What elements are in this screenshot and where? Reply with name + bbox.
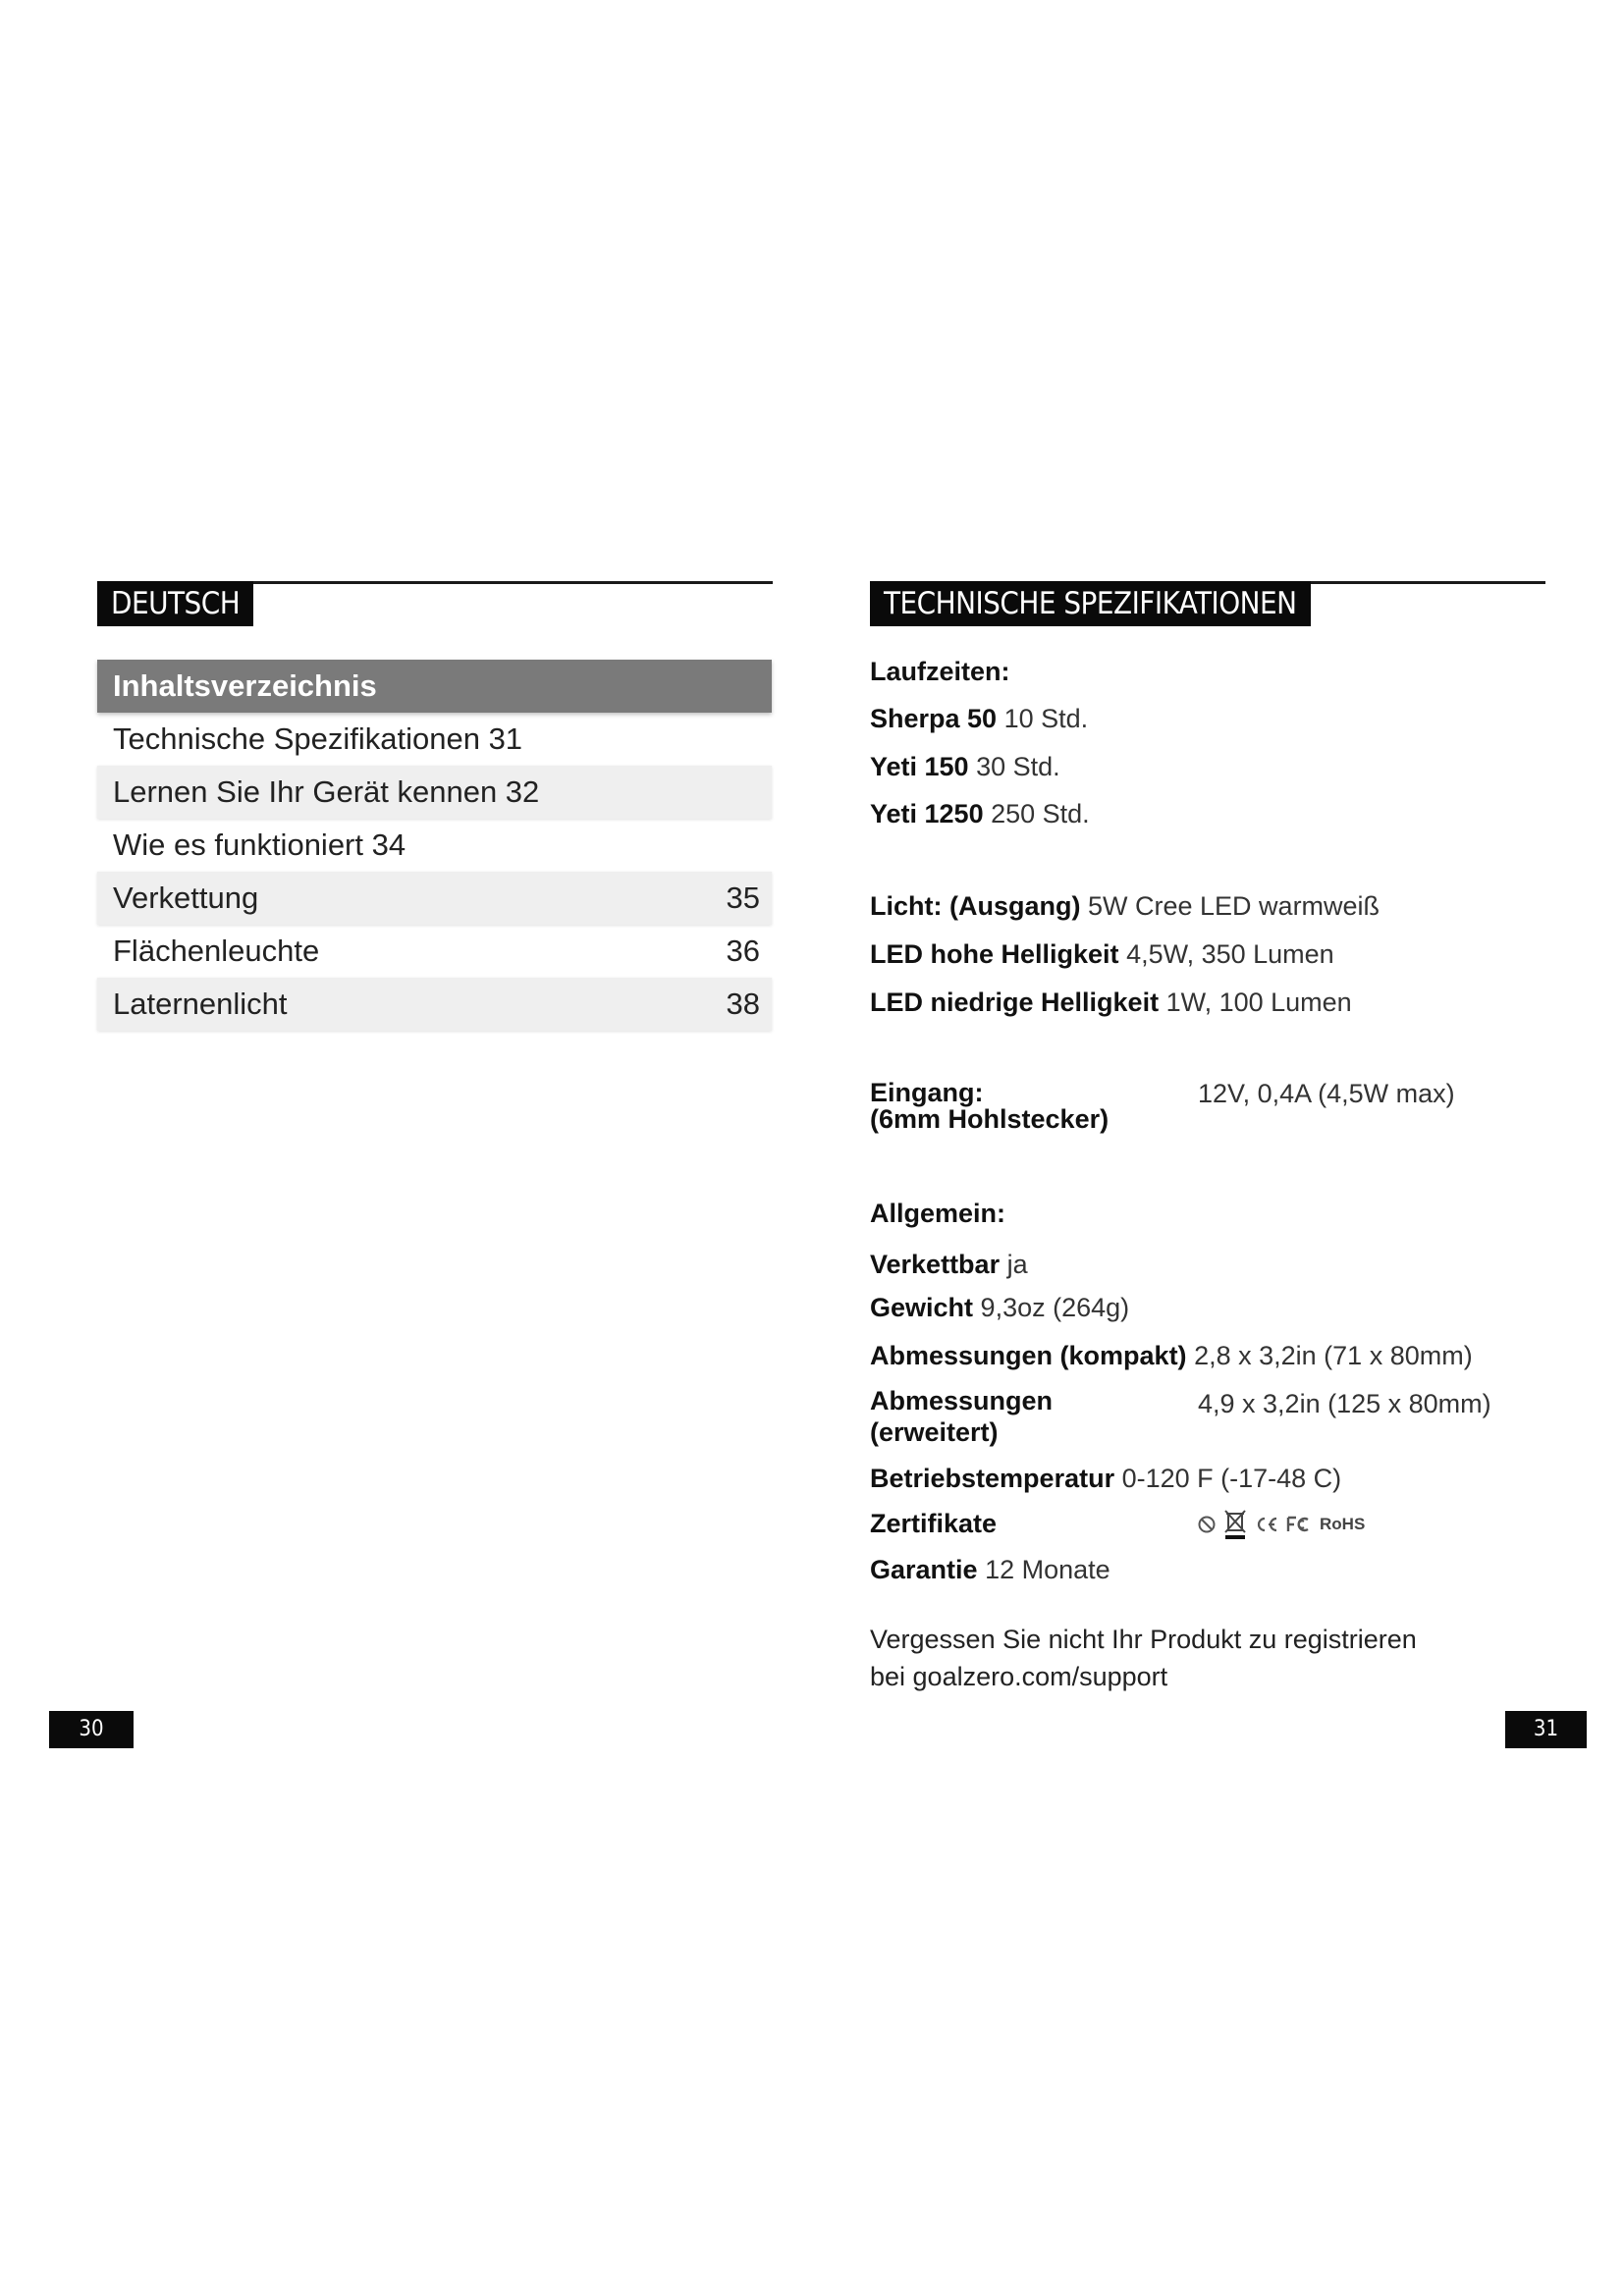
weight-row: Gewicht 9,3oz (264g) xyxy=(870,1293,1130,1322)
toc-item[interactable] xyxy=(97,713,772,766)
toc-item-label: Wie es funktioniert 34 xyxy=(113,828,406,862)
toc-item-label: Lernen Sie Ihr Gerät kennen 32 xyxy=(113,774,540,809)
general-heading: Allgemein: xyxy=(870,1199,1006,1228)
toc-item[interactable] xyxy=(97,925,772,978)
temperature-row: Betriebstemperatur 0-120 F (-17-48 C) xyxy=(870,1464,1342,1493)
chainable-row: Verkettbar ja xyxy=(870,1250,1028,1279)
dimensions-compact-row: Abmessungen (kompakt) 2,8 x 3,2in (71 x 80mm) xyxy=(870,1341,1473,1370)
toc-item[interactable] xyxy=(97,766,772,819)
runtime-row: Yeti 150 30 Std. xyxy=(870,752,1060,781)
toc-item-page: 35 xyxy=(726,881,760,915)
runtime-row: Sherpa 50 10 Std. xyxy=(870,704,1089,733)
page-number-left: 30 xyxy=(49,1711,134,1748)
dimensions-extended-label: Abmessungen (erweitert) xyxy=(870,1386,1054,1447)
input-label: Eingang: (6mm Hohlstecker) xyxy=(870,1078,1110,1134)
weee-bin-icon xyxy=(1223,1509,1247,1540)
rohs-label: RoHS xyxy=(1320,1515,1366,1533)
no-lead-icon xyxy=(1198,1516,1216,1533)
certificate-icons xyxy=(1198,1510,1365,1539)
toc-title: Inhaltsverzeichnis xyxy=(97,660,772,713)
light-row: LED niedrige Helligkeit 1W, 100 Lumen xyxy=(870,988,1352,1017)
toc-item-label: Flächenleuchte xyxy=(113,934,320,968)
toc-item[interactable] xyxy=(97,872,772,925)
warranty-row: Garantie 12 Monate xyxy=(870,1555,1110,1584)
ce-mark-icon xyxy=(1255,1516,1278,1533)
section-tag-deutsch: DEUTSCH xyxy=(97,581,253,626)
toc-item[interactable] xyxy=(97,978,772,1031)
dimensions-extended-value: 4,9 x 3,2in (125 x 80mm) xyxy=(1198,1389,1491,1418)
runtime-row: Yeti 1250 250 Std. xyxy=(870,799,1090,828)
toc-item[interactable] xyxy=(97,819,772,872)
light-row: Licht: (Ausgang) 5W Cree LED warmweiß xyxy=(870,891,1380,921)
certificates-label: Zertifikate xyxy=(870,1509,998,1538)
runtimes-heading: Laufzeiten: xyxy=(870,657,1010,686)
toc-item-page: 36 xyxy=(726,934,760,968)
section-tag-technical-specs: TECHNISCHE SPEZIFIKATIONEN xyxy=(870,581,1311,626)
toc-item-page: 38 xyxy=(726,987,760,1021)
toc-item-label: Verkettung xyxy=(113,881,259,915)
toc-item-label: Laternenlicht xyxy=(113,987,288,1021)
toc-item-label: Technische Spezifikationen 31 xyxy=(113,721,523,756)
light-row: LED hohe Helligkeit 4,5W, 350 Lumen xyxy=(870,939,1334,969)
fcc-icon xyxy=(1286,1516,1312,1533)
page-number-right: 31 xyxy=(1505,1711,1587,1748)
input-value: 12V, 0,4A (4,5W max) xyxy=(1198,1079,1455,1108)
table-of-contents xyxy=(97,660,772,1031)
register-note: Vergessen Sie nicht Ihr Produkt zu registrieren bei goalzero.com/support xyxy=(870,1625,1417,1691)
